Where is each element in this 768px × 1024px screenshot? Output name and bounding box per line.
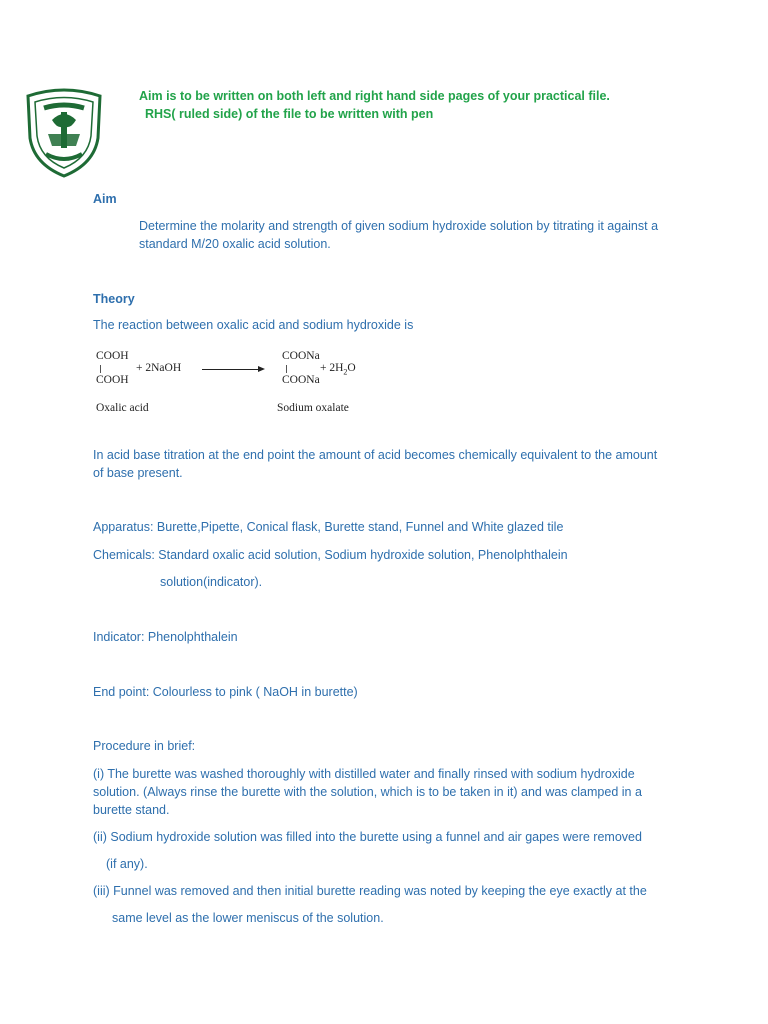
- instruction-note-line-1: Aim is to be written on both left and right hand side pages of your practical file.: [139, 89, 610, 103]
- theory-heading: Theory: [93, 292, 135, 306]
- product-top: COONa: [282, 350, 320, 362]
- aim-heading: Aim: [93, 192, 117, 206]
- procedure-step-2-line-1: (ii) Sodium hydroxide solution was filled into the burette using a funnel and air gapes were removed: [93, 830, 642, 844]
- product-name: Sodium oxalate: [277, 402, 349, 414]
- indicator-line: Indicator: Phenolphthalein: [93, 630, 238, 644]
- product-bottom: COONa: [282, 374, 320, 386]
- reaction-arrow: [202, 369, 258, 370]
- chemicals-line-1: Chemicals: Standard oxalic acid solution, Sodium hydroxide solution, Phenolphthalein: [93, 548, 568, 562]
- school-emblem-logo: [22, 86, 106, 180]
- theory-intro: The reaction between oxalic acid and sodium hydroxide is: [93, 318, 414, 332]
- instruction-note-line-2: RHS( ruled side) of the file to be written with pen: [145, 107, 434, 121]
- reactant-bottom: COOH: [96, 374, 129, 386]
- chemicals-line-2: solution(indicator).: [160, 575, 263, 589]
- reaction-arrowhead: [258, 366, 265, 372]
- byproduct: + $2H_2O$: [320, 362, 356, 377]
- end-point-line: End point: Colourless to pink ( NaOH in burette): [93, 685, 358, 699]
- reactant-name: Oxalic acid: [96, 402, 149, 414]
- reactant-bond: [100, 365, 101, 373]
- reaction-equation: [93, 348, 383, 424]
- procedure-heading: Procedure in brief:: [93, 739, 196, 753]
- procedure-step-1: (i) The burette was washed thoroughly with distilled water and finally rinsed with sodium hydroxide solution. (Always rinse the burette with the solution, which is to be taken in it) and was clamped in a burette stand.: [93, 767, 642, 817]
- procedure-step-3-line-2: same level as the lower meniscus of the solution.: [112, 911, 384, 925]
- reactant-top: COOH: [96, 350, 129, 362]
- endpoint-explanation: In acid base titration at the end point the amount of acid becomes chemically equivalent to the amount of base present.: [93, 448, 658, 480]
- apparatus-line: Apparatus: Burette,Pipette, Conical flask, Burette stand, Funnel and White glazed tile: [93, 520, 564, 534]
- procedure-step-3-line-1: (iii) Funnel was removed and then initial burette reading was noted by keeping the eye exactly at the: [93, 884, 647, 898]
- procedure-step-2-line-2: (if any).: [106, 857, 148, 871]
- product-bond: [286, 365, 287, 373]
- aim-text: Determine the molarity and strength of given sodium hydroxide solution by titrating it against a standard M/20 oxalic acid solution.: [139, 219, 659, 251]
- reagent: + 2NaOH: [136, 362, 182, 374]
